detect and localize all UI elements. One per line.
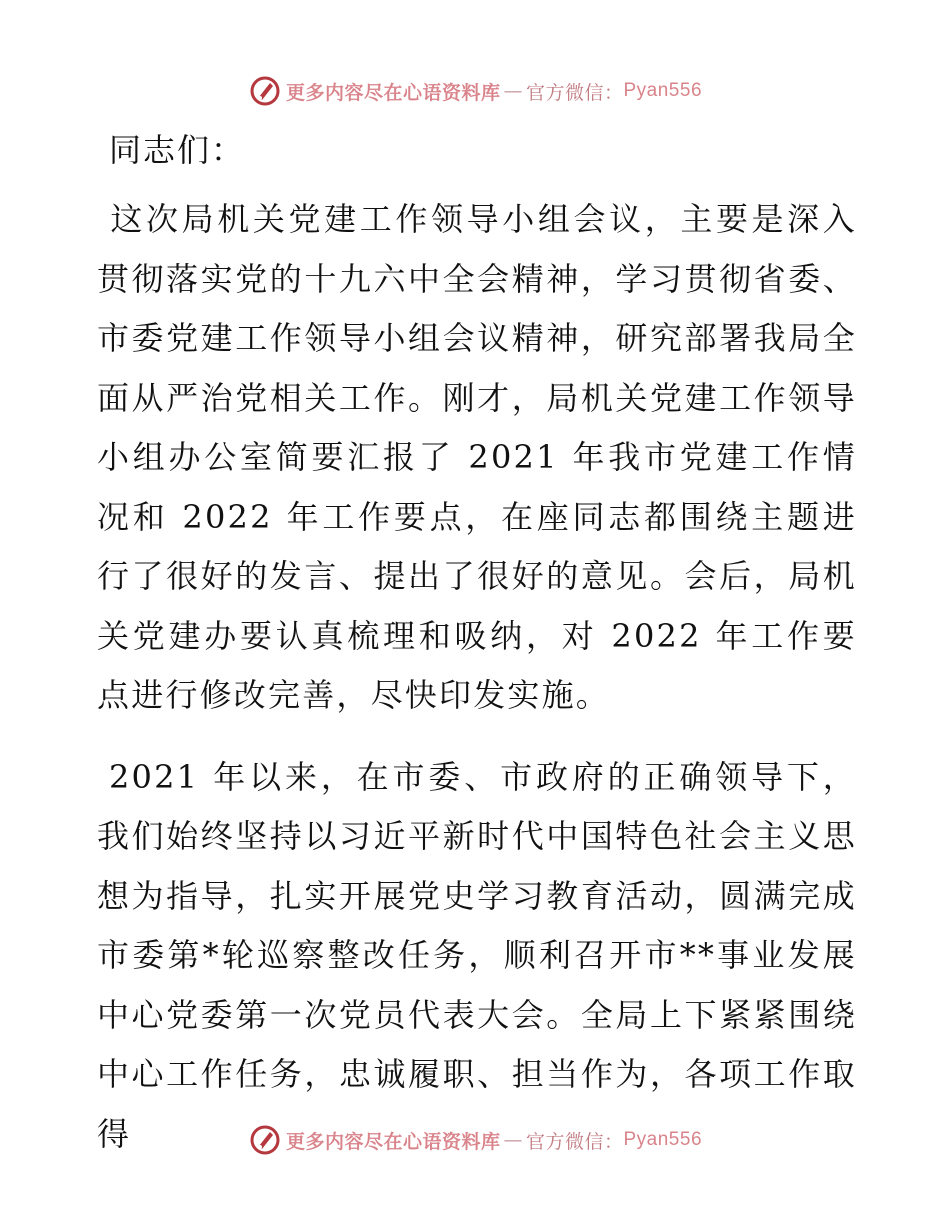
watermark-label: 官方微信： xyxy=(525,81,624,104)
pen-nib-circle-icon xyxy=(248,1123,282,1157)
watermark-separator: — xyxy=(503,80,523,102)
header-watermark xyxy=(0,73,950,109)
salutation: 同志们： xyxy=(109,131,246,169)
document-body xyxy=(97,122,857,1186)
paragraph-1 xyxy=(97,190,857,726)
footer-watermark xyxy=(0,1122,950,1158)
paragraph-2-text: 2021 年以来，在市委、市政府的正确领导下，我们始终坚持以习近平新时代中国特色社会主义思想为指导，扎实开展党史学习教育活动，圆满完成市委第*轮巡察整改任务，顺利召开市**事业发展中心党委第一次党员代表大会。全局上下紧紧围绕中心工作任务，忠诚履职、担当作为，各项工作取得 xyxy=(97,757,857,1153)
watermark-text: 更多内容尽在心语资料库 xyxy=(285,1130,501,1153)
watermark-separator: — xyxy=(503,1129,523,1151)
watermark-wechat-id: Pyan556 xyxy=(623,1129,703,1150)
watermark-wechat-id: Pyan556 xyxy=(623,80,703,101)
watermark-label: 官方微信： xyxy=(525,1130,624,1153)
watermark-text: 更多内容尽在心语资料库 xyxy=(285,81,501,104)
pen-nib-circle-icon xyxy=(248,74,282,108)
paragraph-1-text: 这次局机关党建工作领导小组会议，主要是深入贯彻落实党的十九六中全会精神，学习贯彻省委、市委党建工作领导小组会议精神，研究部署我局全面从严治党相关工作。刚才，局机关党建工作领导小组办公室简要汇报了 2021 年我市党建工作情况和 2022 年工作要点，在座同志都围绕主题进行了很好的发言、提出了很好的意见。会后，局机关党建办要认真梳理和吸纳，对 2022 年工作要点进行修改完善，尽快印发实施。 xyxy=(97,200,857,714)
paragraph-2 xyxy=(97,748,857,1165)
